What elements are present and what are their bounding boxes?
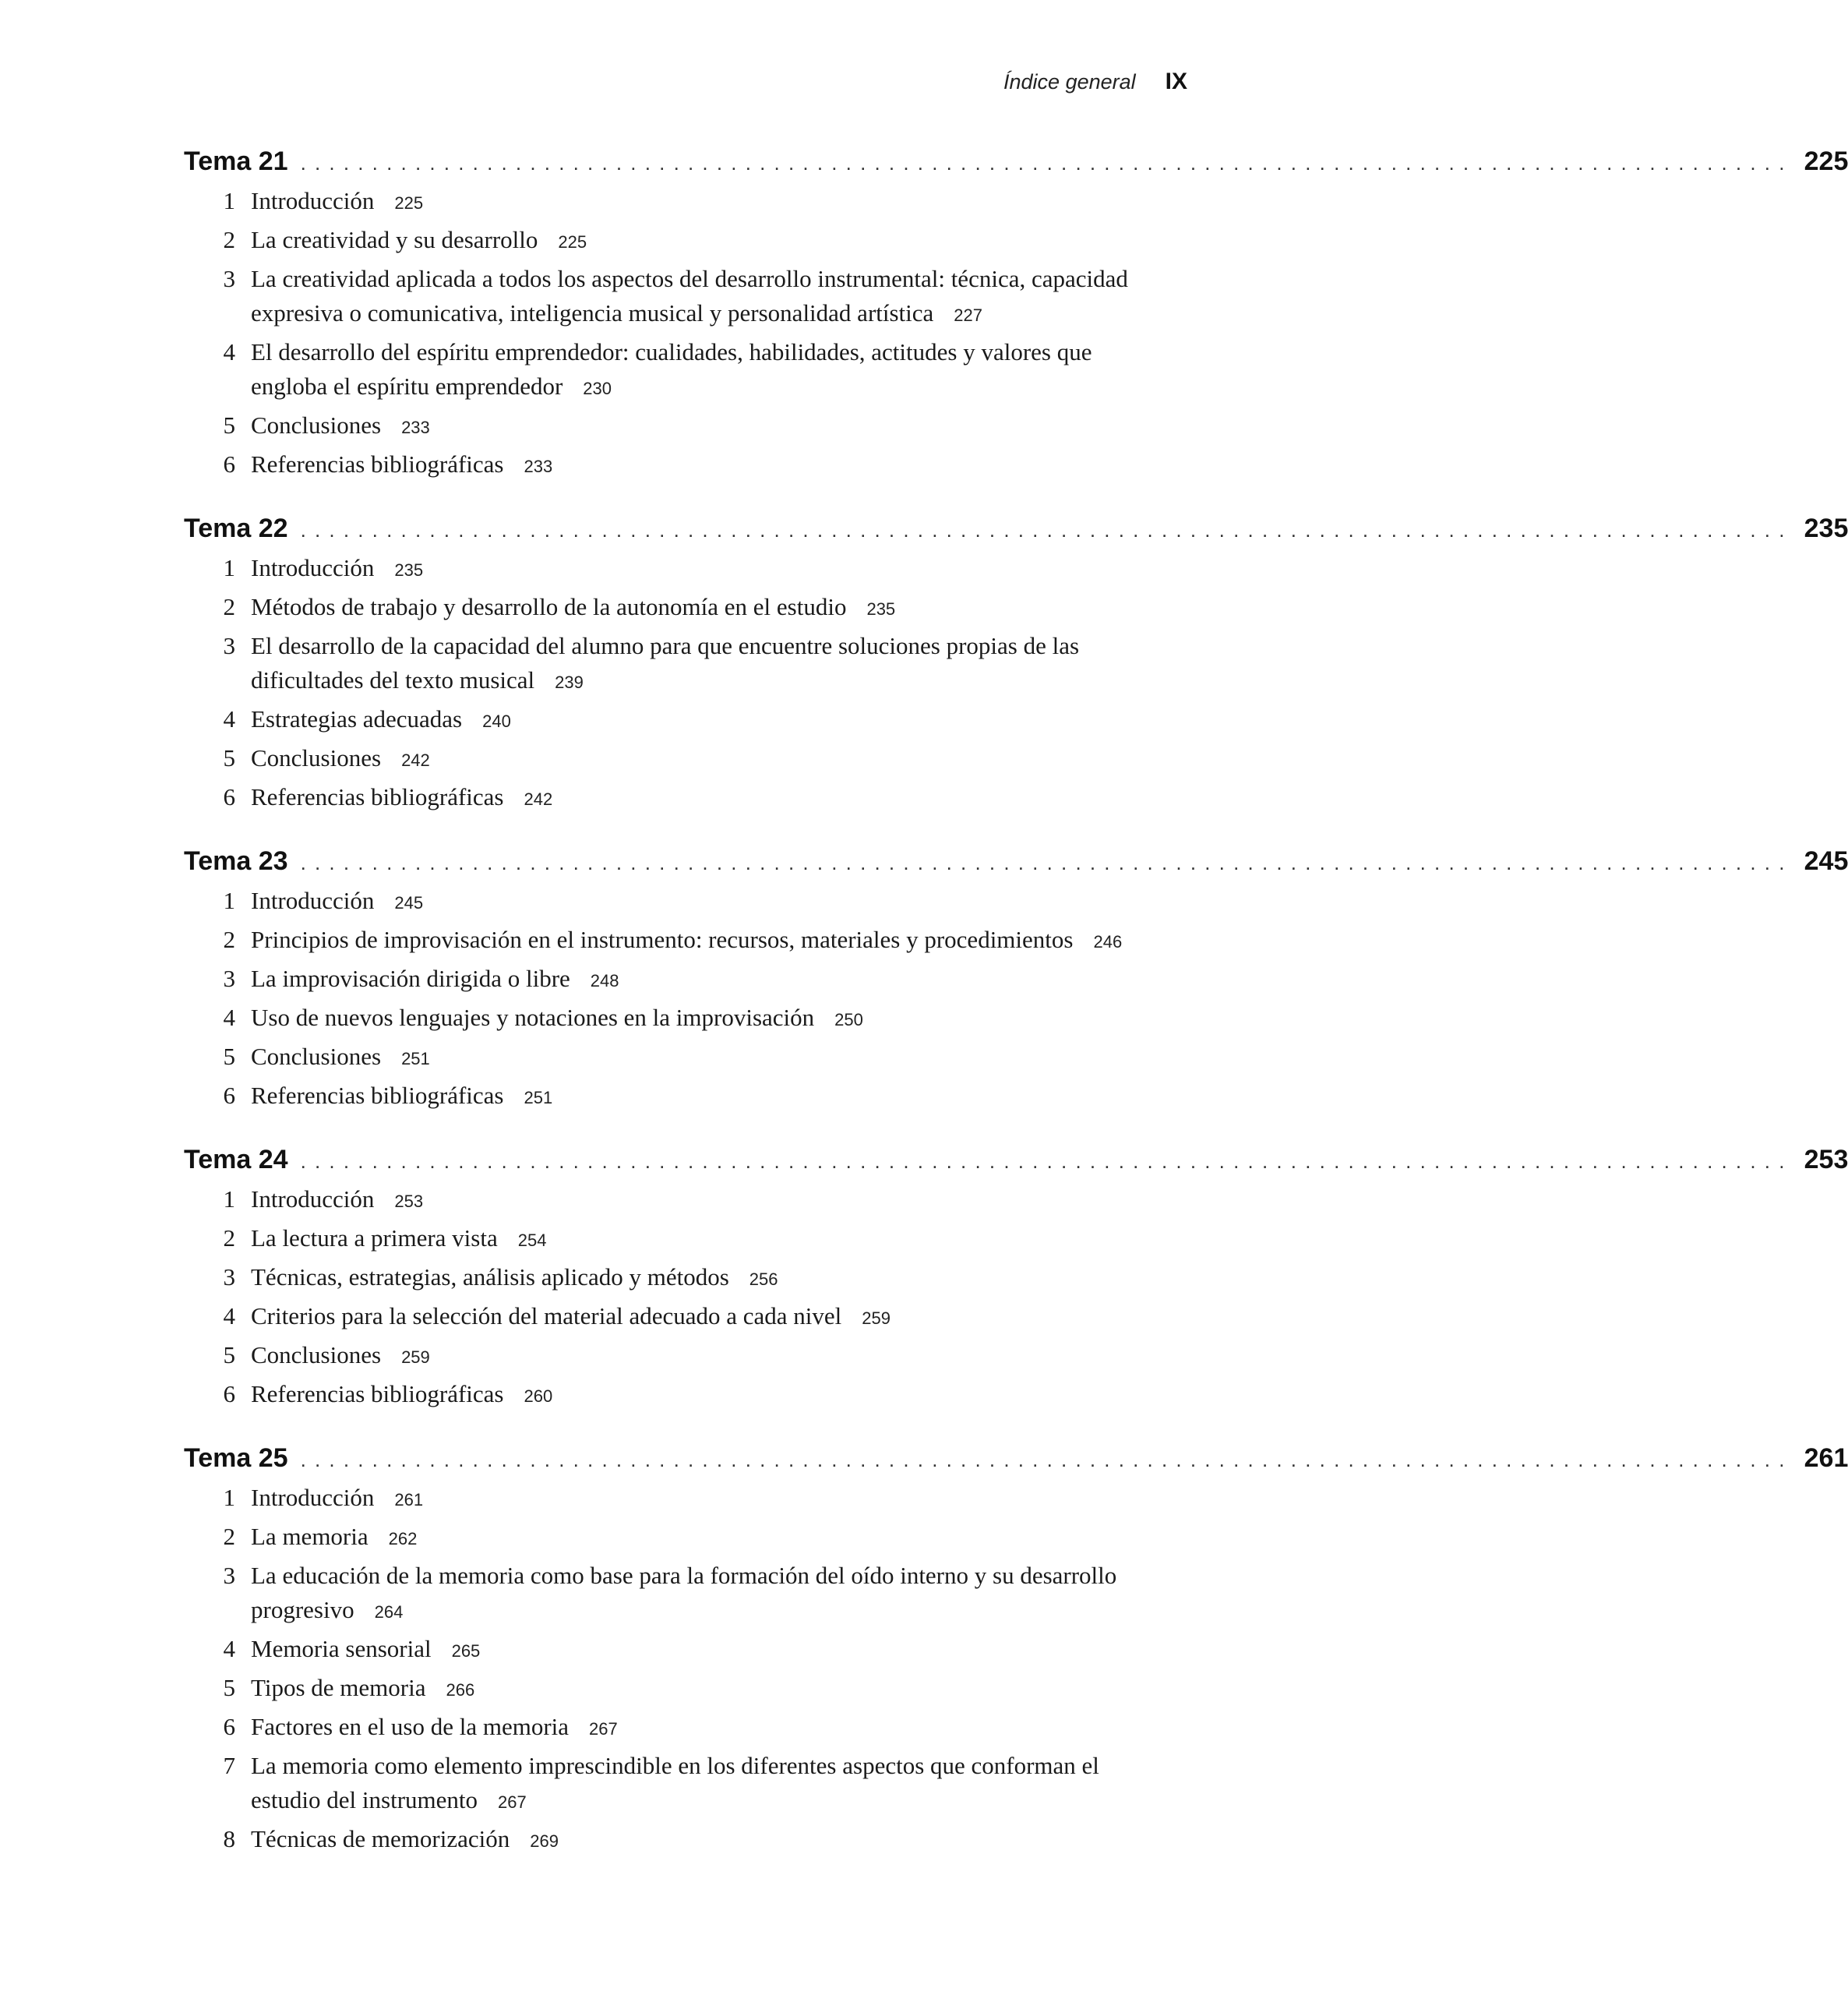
toc-entry[interactable] [184, 447, 1192, 484]
tema-heading[interactable] [184, 1443, 1848, 1481]
entry-text [251, 223, 1192, 260]
entry-page-number: 225 [394, 193, 424, 213]
dot-leader: ........................................................................................................ [300, 1448, 1793, 1471]
toc-entry[interactable] [184, 262, 1192, 333]
entry-title: Introducción [251, 1185, 375, 1213]
toc-entry[interactable] [184, 702, 1192, 739]
entry-number: 5 [223, 1674, 235, 1701]
entry-text [251, 447, 1192, 484]
entry-number: 5 [223, 1341, 235, 1368]
entry-title: La educación de la memoria como base para la formación del oído interno y su desarrollo progresivo [251, 1562, 1117, 1623]
entry-title: Memoria sensorial [251, 1635, 432, 1662]
entry-number: 3 [223, 1562, 235, 1589]
entry-text [251, 1182, 1192, 1219]
running-header [1003, 69, 1187, 95]
page-number: IX [1165, 69, 1187, 94]
entry-page-number: 251 [524, 1088, 553, 1107]
toc-entry[interactable] [184, 780, 1192, 817]
entry-page-number: 242 [524, 789, 553, 809]
entry-page-number: 235 [866, 599, 896, 619]
toc-entry[interactable] [184, 1221, 1192, 1258]
entry-number: 4 [223, 1302, 235, 1329]
entry-page-number: 246 [1093, 932, 1123, 952]
toc-entry[interactable] [184, 1710, 1192, 1746]
toc-entry[interactable] [184, 1481, 1192, 1517]
toc-entry[interactable] [184, 1079, 1192, 1115]
toc-entry[interactable] [184, 1671, 1192, 1707]
entry-text [251, 1520, 1192, 1556]
entry-title: Introducción [251, 1484, 375, 1511]
entry-text [251, 923, 1192, 959]
entry-text [251, 1221, 1192, 1258]
entry-title: Conclusiones [251, 1043, 382, 1070]
entry-title: Introducción [251, 887, 375, 914]
entry-page-number: 265 [451, 1641, 481, 1661]
entry-text [251, 1299, 1192, 1336]
entry-text [251, 1559, 1192, 1630]
entry-page-number: 261 [394, 1490, 424, 1509]
tema-label: Tema 23 [184, 846, 288, 876]
entry-page-number: 251 [401, 1049, 430, 1068]
entry-number: 7 [223, 1752, 235, 1779]
tema-section-21 [184, 147, 1848, 484]
entry-text [251, 629, 1192, 700]
entry-number: 6 [223, 1082, 235, 1109]
entry-text [251, 1481, 1192, 1517]
entry-page-number: 250 [834, 1010, 863, 1029]
entry-title: Métodos de trabajo y desarrollo de la autonomía en el estudio [251, 593, 847, 620]
entry-text [251, 741, 1192, 778]
entry-title: Referencias bibliográficas [251, 1082, 504, 1109]
tema-page-number: 235 [1804, 514, 1848, 543]
toc-entry[interactable] [184, 1749, 1192, 1820]
entry-text [251, 1822, 1192, 1859]
entry-number: 3 [223, 965, 235, 992]
tema-label: Tema 25 [184, 1443, 288, 1473]
entry-title: La memoria [251, 1523, 369, 1550]
entry-title: La lectura a primera vista [251, 1224, 498, 1252]
entry-number: 4 [223, 1635, 235, 1662]
entry-page-number: 230 [583, 379, 612, 398]
entry-page-number: 256 [749, 1269, 778, 1289]
toc-entry[interactable] [184, 1040, 1192, 1076]
entry-number: 2 [223, 226, 235, 253]
toc-entry[interactable] [184, 408, 1192, 445]
entry-page-number: 254 [517, 1231, 547, 1250]
entry-text [251, 702, 1192, 739]
dot-leader: ........................................................................................................ [300, 851, 1793, 874]
tema-heading[interactable] [184, 147, 1848, 184]
entry-number: 6 [223, 1380, 235, 1407]
entry-number: 1 [223, 1185, 235, 1213]
entry-title: Conclusiones [251, 744, 382, 772]
entry-text [251, 1001, 1192, 1037]
entry-title: Introducción [251, 187, 375, 214]
entry-title: Uso de nuevos lenguajes y notaciones en la improvisación [251, 1004, 815, 1031]
entry-title: El desarrollo del espíritu emprendedor: cualidades, habilidades, actitudes y valores que engloba el espíritu emprendedor [251, 338, 1092, 400]
toc-entry[interactable] [184, 923, 1192, 959]
entry-number: 2 [223, 1224, 235, 1252]
entry-title: La memoria como elemento imprescindible en los diferentes aspectos que conforman el estudio del instrumento [251, 1752, 1099, 1813]
entry-page-number: 227 [954, 305, 983, 325]
tema-section-22 [184, 514, 1848, 817]
entry-page-number: 242 [401, 750, 430, 770]
entry-text [251, 1040, 1192, 1076]
toc-entry[interactable] [184, 884, 1192, 920]
entry-number: 4 [223, 338, 235, 365]
entry-page-number: 267 [498, 1792, 527, 1812]
toc-entry[interactable] [184, 1182, 1192, 1219]
entry-number: 2 [223, 926, 235, 953]
entry-number: 1 [223, 1484, 235, 1511]
entry-title: Conclusiones [251, 1341, 382, 1368]
entry-text [251, 335, 1192, 406]
toc-entry[interactable] [184, 551, 1192, 588]
entry-text [251, 1749, 1192, 1820]
toc-entry[interactable] [184, 335, 1192, 406]
entry-page-number: 269 [530, 1831, 559, 1851]
toc-entry[interactable] [184, 1559, 1192, 1630]
tema-heading[interactable] [184, 846, 1848, 884]
entry-text [251, 184, 1192, 221]
running-title: Índice general [1003, 70, 1136, 94]
toc-entry[interactable] [184, 962, 1192, 998]
toc-entry[interactable] [184, 590, 1192, 627]
tema-section-24 [184, 1145, 1848, 1414]
entry-title: La creatividad y su desarrollo [251, 226, 538, 253]
entry-title: El desarrollo de la capacidad del alumno para que encuentre soluciones propias de las dificultades del texto musical [251, 632, 1080, 694]
entry-page-number: 266 [446, 1680, 475, 1700]
tema-page-number: 253 [1804, 1145, 1848, 1174]
toc-entry[interactable] [184, 1822, 1192, 1859]
entry-number: 6 [223, 1713, 235, 1740]
tema-label: Tema 24 [184, 1145, 288, 1174]
entry-title: Principios de improvisación en el instrumento: recursos, materiales y procedimientos [251, 926, 1074, 953]
toc-entry[interactable] [184, 629, 1192, 700]
entry-page-number: 248 [590, 971, 619, 990]
entry-title: La improvisación dirigida o libre [251, 965, 570, 992]
entry-title: Referencias bibliográficas [251, 1380, 504, 1407]
entry-number: 3 [223, 1263, 235, 1291]
entry-number: 4 [223, 1004, 235, 1031]
entry-title: La creatividad aplicada a todos los aspectos del desarrollo instrumental: técnica, capacidad expresiva o comunicativa, inteligencia musical y personalidad artística [251, 265, 1128, 327]
toc-entry[interactable] [184, 1338, 1192, 1375]
entry-page-number: 239 [555, 673, 584, 692]
table-of-contents [184, 147, 1848, 1888]
entry-number: 1 [223, 554, 235, 581]
entry-number: 6 [223, 450, 235, 478]
entry-number: 2 [223, 1523, 235, 1550]
entry-number: 2 [223, 593, 235, 620]
entry-number: 5 [223, 411, 235, 439]
tema-page-number: 261 [1804, 1443, 1848, 1473]
entry-text [251, 1632, 1192, 1668]
entry-page-number: 233 [524, 457, 553, 476]
tema-heading[interactable] [184, 514, 1848, 551]
entry-text [251, 590, 1192, 627]
entry-text [251, 262, 1192, 333]
entry-page-number: 240 [482, 711, 511, 731]
entry-text [251, 1671, 1192, 1707]
toc-entry[interactable] [184, 184, 1192, 221]
toc-entry[interactable] [184, 1520, 1192, 1556]
tema-heading[interactable] [184, 1145, 1848, 1182]
entry-number: 1 [223, 887, 235, 914]
entry-page-number: 225 [558, 232, 587, 252]
entry-title: Conclusiones [251, 411, 382, 439]
entry-page-number: 259 [862, 1308, 890, 1328]
entry-text [251, 780, 1192, 817]
entry-number: 1 [223, 187, 235, 214]
entry-number: 6 [223, 783, 235, 810]
entry-page-number: 259 [401, 1347, 430, 1367]
entry-page-number: 233 [401, 418, 430, 437]
entry-title: Introducción [251, 554, 375, 581]
entry-title: Referencias bibliográficas [251, 450, 504, 478]
entry-text [251, 1079, 1192, 1115]
tema-page-number: 245 [1804, 846, 1848, 876]
entry-number: 8 [223, 1825, 235, 1852]
tema-label: Tema 22 [184, 514, 288, 543]
entry-text [251, 1338, 1192, 1375]
entry-title: Técnicas de memorización [251, 1825, 510, 1852]
toc-entry[interactable] [184, 1001, 1192, 1037]
tema-section-23 [184, 846, 1848, 1115]
toc-entry[interactable] [184, 1377, 1192, 1414]
entry-page-number: 264 [374, 1602, 404, 1622]
dot-leader: ........................................................................................................ [300, 151, 1793, 175]
entry-text [251, 1710, 1192, 1746]
entry-page-number: 235 [394, 560, 424, 580]
entry-text [251, 551, 1192, 588]
entry-number: 5 [223, 744, 235, 772]
entry-title: Referencias bibliográficas [251, 783, 504, 810]
entry-text [251, 962, 1192, 998]
entry-title: Tipos de memoria [251, 1674, 426, 1701]
tema-label: Tema 21 [184, 147, 288, 176]
entry-title: Técnicas, estrategias, análisis aplicado y métodos [251, 1263, 729, 1291]
entry-page-number: 245 [394, 893, 424, 913]
entry-number: 5 [223, 1043, 235, 1070]
toc-entry[interactable] [184, 1260, 1192, 1297]
entry-page-number: 253 [394, 1192, 424, 1211]
entry-text [251, 408, 1192, 445]
dot-leader: ........................................................................................................ [300, 1149, 1793, 1173]
toc-entry[interactable] [184, 223, 1192, 260]
entry-title: Factores en el uso de la memoria [251, 1713, 570, 1740]
entry-text [251, 884, 1192, 920]
entry-page-number: 267 [589, 1719, 618, 1739]
tema-section-25 [184, 1443, 1848, 1859]
entry-number: 3 [223, 265, 235, 292]
toc-entry[interactable] [184, 1299, 1192, 1336]
entry-text [251, 1377, 1192, 1414]
tema-page-number: 225 [1804, 147, 1848, 176]
entry-title: Estrategias adecuadas [251, 705, 463, 733]
entry-page-number: 260 [524, 1386, 553, 1406]
toc-entry[interactable] [184, 741, 1192, 778]
entry-number: 3 [223, 632, 235, 659]
dot-leader: ........................................................................................................ [300, 518, 1793, 542]
entry-page-number: 262 [388, 1529, 418, 1548]
entry-text [251, 1260, 1192, 1297]
toc-entry[interactable] [184, 1632, 1192, 1668]
entry-number: 4 [223, 705, 235, 733]
entry-title: Criterios para la selección del material adecuado a cada nivel [251, 1302, 842, 1329]
